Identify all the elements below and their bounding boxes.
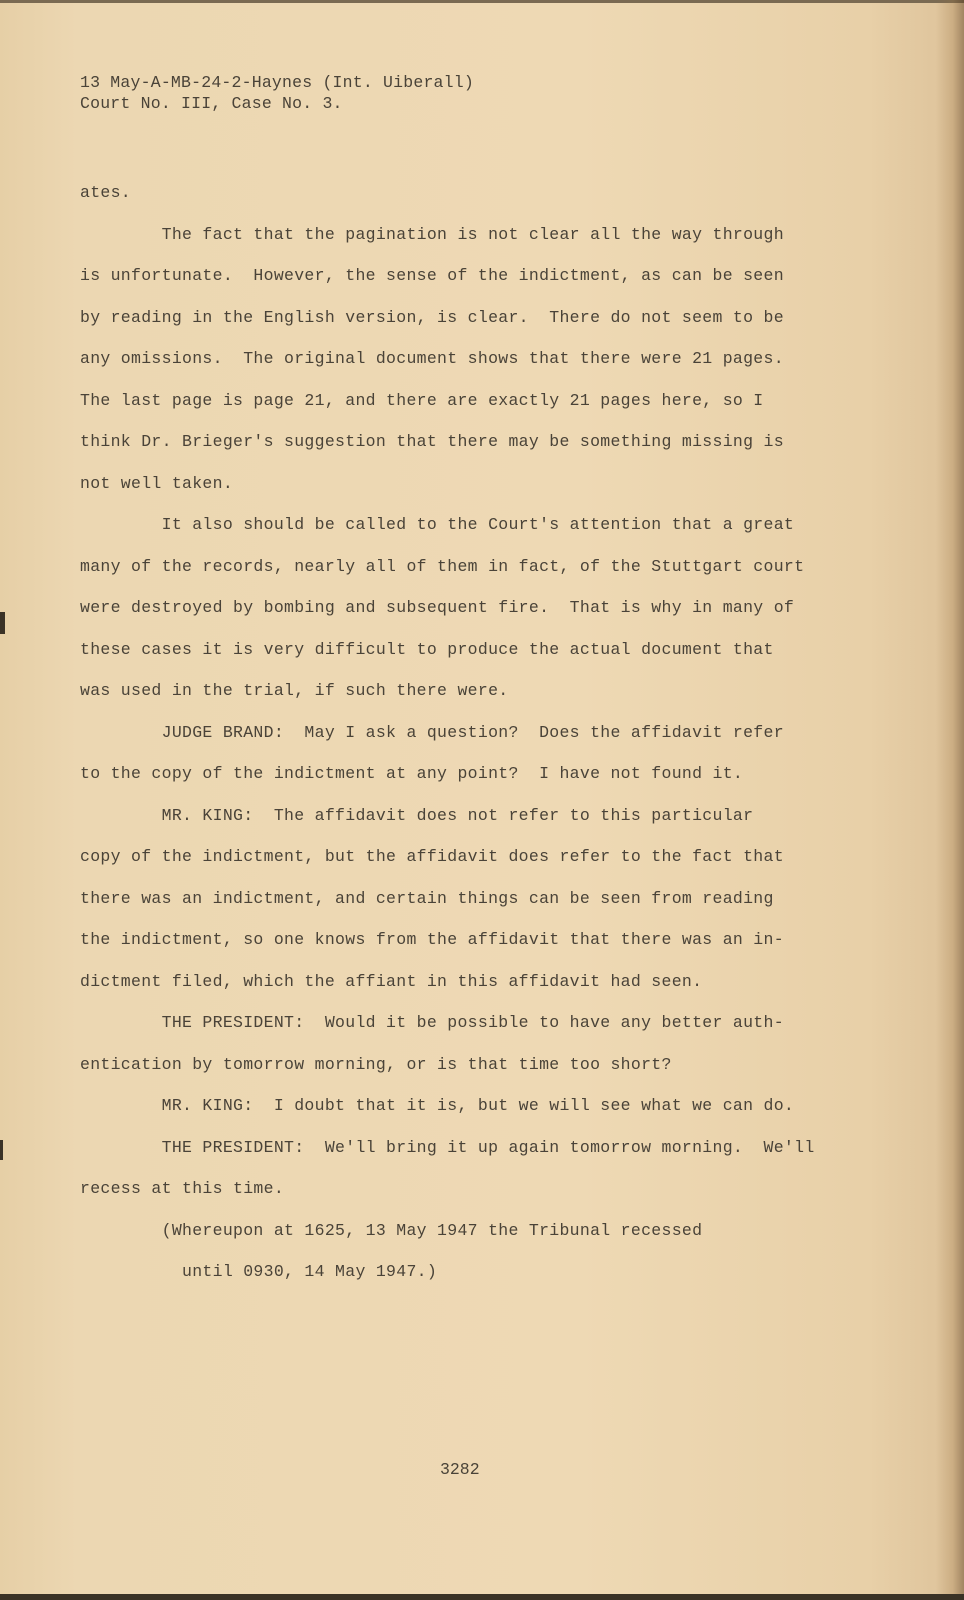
text-line: (Whereupon at 1625, 13 May 1947 the Tribunal recessed [80,1220,703,1240]
text-line: think Dr. Brieger's suggestion that there may be something missing is [80,432,784,451]
text-line: to the copy of the indictment at any point? I have not found it. [80,764,744,783]
text-line: ates. [80,183,132,202]
text-line: The last page is page 21, and there are exactly 21 pages here, so I [80,390,764,410]
text-line: until 0930, 14 May 1947.) [80,1262,438,1281]
text-line: dictment filed, which the affiant in this affidavit had seen. [80,971,703,991]
right-edge-shadow [936,0,964,1600]
text-line: was used in the trial, if such there were. [80,681,509,700]
text-line: were destroyed by bombing and subsequent fire. That is why in many of [80,598,795,617]
header-line-2: Court No. III, Case No. 3. [80,94,343,113]
text-line: recess at this time. [80,1179,285,1198]
text-line: JUDGE BRAND: May I ask a question? Does the affidavit refer [80,722,784,742]
text-line: entication by tomorrow morning, or is that time too short? [80,1054,672,1074]
top-edge [0,0,964,3]
text-line: is unfortunate. However, the sense of the indictment, as can be seen [80,266,784,285]
text-line: It also should be called to the Court's attention that a great [80,515,795,534]
transcript-body [80,172,840,1293]
text-line: THE PRESIDENT: We'll bring it up again tomorrow morning. We'll [80,1137,815,1157]
text-line: any omissions. The original document shows that there were 21 pages. [80,349,784,368]
page-number: 3282 [440,1460,480,1479]
text-line: copy of the indictment, but the affidavit does refer to the fact that [80,847,784,866]
text-line: many of the records, nearly all of them in fact, of the Stuttgart court [80,556,805,576]
text-line: MR. KING: The affidavit does not refer to this particular [80,805,754,825]
bottom-edge [0,1594,964,1600]
text-line: The fact that the pagination is not clear all the way through [80,224,784,244]
text-line: not well taken. [80,473,234,493]
text-line: there was an indictment, and certain things can be seen from reading [80,888,774,908]
header-line-1: 13 May-A-MB-24-2-Haynes (Int. Uiberall) [80,73,474,92]
text-line: the indictment, so one knows from the affidavit that there was an in- [80,930,784,949]
text-line: these cases it is very difficult to produce the actual document that [80,639,774,659]
text-line: by reading in the English version, is clear. There do not seem to be [80,307,784,327]
document-header [80,72,474,114]
margin-mark [0,1140,3,1160]
text-line: MR. KING: I doubt that it is, but we will see what we can do. [80,1096,795,1115]
margin-mark [0,612,5,634]
text-line: THE PRESIDENT: Would it be possible to have any better auth- [80,1013,784,1032]
